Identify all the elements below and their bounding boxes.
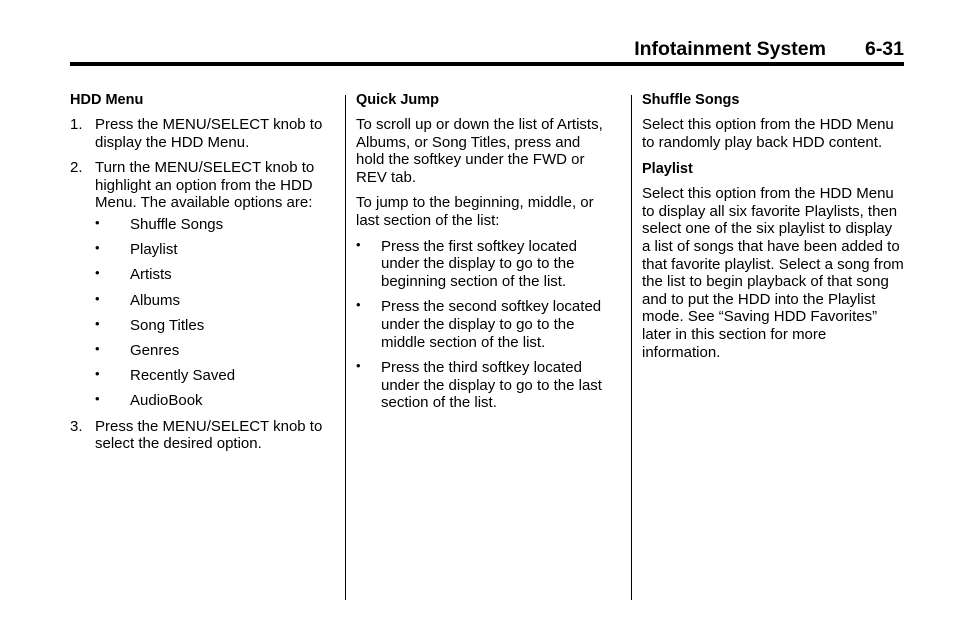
step-text: Press the MENU/SELECT knob to display the HDD Menu. xyxy=(95,116,323,151)
bullet-icon: • xyxy=(95,214,100,230)
step-number: 3. xyxy=(70,417,83,435)
jump-text: Press the second softkey located under the display to go to the middle section of the list. xyxy=(381,298,602,351)
option-text: Albums xyxy=(130,291,181,309)
bullet-icon: • xyxy=(95,315,100,331)
option-text: AudioBook xyxy=(130,392,203,410)
bullet-icon: • xyxy=(95,391,100,407)
bullet-icon: • xyxy=(95,265,100,281)
jump-list xyxy=(356,238,611,412)
bullet-icon: • xyxy=(356,358,361,374)
bullet-icon: • xyxy=(95,290,100,306)
option-item xyxy=(95,292,335,310)
jump-text: Press the third softkey located under the display to go to the last section of the list. xyxy=(381,359,602,412)
options-list xyxy=(95,216,335,410)
paragraph: To jump to the beginning, middle, or last section of the list: xyxy=(356,194,594,229)
step-text: Turn the MENU/SELECT knob to highlight an option from the HDD Menu. The available options are: xyxy=(95,159,315,212)
option-text: Artists xyxy=(130,266,172,284)
step-number: 2. xyxy=(70,159,83,177)
option-item xyxy=(95,342,335,360)
option-item xyxy=(95,392,335,410)
column-hdd-menu xyxy=(70,92,335,461)
heading-playlist: Playlist xyxy=(642,161,693,178)
option-text: Recently Saved xyxy=(130,367,236,385)
bullet-icon: • xyxy=(95,240,100,256)
option-text: Playlist xyxy=(130,241,178,259)
column-divider xyxy=(345,95,346,600)
step-item xyxy=(70,116,335,151)
bullet-icon: • xyxy=(356,297,361,313)
jump-text: Press the first softkey located under the display to go to the beginning section of the list. xyxy=(381,237,577,290)
column-quick-jump xyxy=(356,92,611,420)
heading-hdd-menu: HDD Menu xyxy=(70,92,144,108)
option-item xyxy=(95,241,335,259)
option-item xyxy=(95,266,335,284)
option-text: Song Titles xyxy=(130,316,205,334)
option-text: Shuffle Songs xyxy=(130,215,224,233)
step-item xyxy=(70,159,335,410)
option-text: Genres xyxy=(130,341,180,359)
option-item xyxy=(95,367,335,385)
jump-item xyxy=(356,238,611,291)
jump-item xyxy=(356,359,611,412)
section-title: Infotainment System xyxy=(634,38,826,60)
column-shuffle-playlist xyxy=(642,92,904,369)
heading-quick-jump: Quick Jump xyxy=(356,92,439,108)
paragraph: To scroll up or down the list of Artists, Albums, or Song Titles, press and hold the softkey under the FWD or REV tab. xyxy=(356,116,603,186)
heading-shuffle-songs: Shuffle Songs xyxy=(642,92,740,108)
jump-item xyxy=(356,298,611,351)
paragraph: Select this option from the HDD Menu to randomly play back HDD content. xyxy=(642,116,894,151)
header-rule xyxy=(70,62,904,66)
column-divider xyxy=(631,95,632,600)
option-item xyxy=(95,317,335,335)
bullet-icon: • xyxy=(95,340,100,356)
step-text: Press the MENU/SELECT knob to select the desired option. xyxy=(95,417,323,453)
page-number: 6-31 xyxy=(864,38,904,60)
step-number: 1. xyxy=(70,116,83,133)
paragraph: Select this option from the HDD Menu to display all six favorite Playlists, then select one of the six playlist to display a list of songs that have been added to that favorite playlist. Select a song from the list to begin playback of that song and to put the HDD into the Playlist mode. See “Saving HDD Favorites” later in this section for more information. xyxy=(642,185,904,361)
step-item xyxy=(70,418,335,453)
bullet-icon: • xyxy=(95,366,100,382)
option-item xyxy=(95,216,335,234)
bullet-icon: • xyxy=(356,236,361,252)
steps-list xyxy=(70,116,335,453)
